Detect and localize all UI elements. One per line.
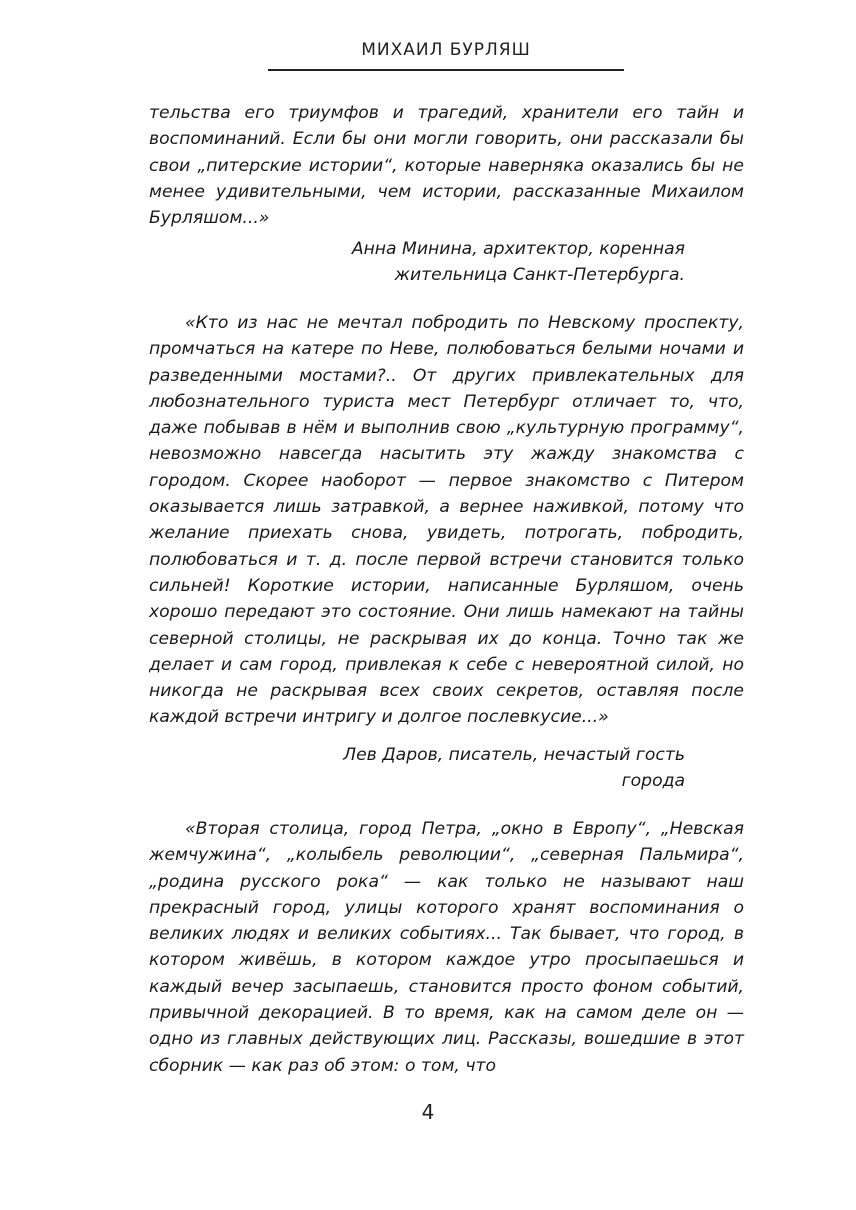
- quote-3-text: «Вторая столица, город Петра, „окно в Европу“, „Невская жемчужина“, „колыбель революции“, „северная Пальмира“, „родина русского рока“ — как только не называют наш прекрасный город, улицы которого хранят воспоминания о великих людях и великих событиях... Так бывает, что город, в котором живёшь, в котором каждое утро просыпаешься и каждый вечер засыпаешь, становится просто фоном событий, привычной декорацией. В то время, как на самом деле он — одно из главных действующих лиц. Рассказы, вошедшие в этот сборник — как раз об этом: о том, что: [149, 819, 744, 1076]
- quote-block-2: [149, 310, 744, 731]
- running-title: МИХАИЛ БУРЛЯШ: [361, 40, 531, 60]
- quote-1-attribution: [300, 236, 685, 289]
- header-rule: [268, 69, 624, 71]
- quote-2-text: «Кто из нас не мечтал побродить по Невскому проспекту, промчаться на катере по Неве, полюбоваться белыми ночами и разведенными мостами?.. От других привлекательных для любознательного туриста мест Петербург отличает то, что, даже побывав в нём и выполнив свою „культурную программу“, невозможно навсегда насытить эту жажду знакомства с городом. Скорее наоборот — первое знакомство с Питером оказывается лишь затравкой, а вернее наживкой, потому что желание приехать снова, увидеть, потрогать, побродить, полюбоваться и т. д. после первой встречи становится только сильней! Короткие истории, написанные Бурляшом, очень хорошо передают это состояние. Они лишь намекают на тайны северной столицы, не раскрывая их до конца. Точно так же делает и сам город, привлекая к себе с невероятной силой, но никогда не раскрывая всех своих секретов, оставляя после каждой встречи интригу и долгое послевкусие...»: [149, 313, 744, 728]
- attribution-2-line-2: города: [621, 771, 685, 792]
- quote-block-3: [149, 816, 744, 1079]
- page-number: 4: [421, 1100, 435, 1124]
- attribution-1-line-1: Анна Минина, архитектор, коренная: [351, 239, 685, 259]
- attribution-2-line-1: Лев Даров, писатель, нечастый гость: [343, 745, 685, 765]
- attribution-1-line-2: жительница Санкт-Петербурга.: [394, 265, 685, 286]
- quote-2-attribution: [300, 742, 685, 795]
- quote-block-1: [149, 100, 744, 231]
- quote-1-text: тельства его триумфов и трагедий, хранители его тайн и воспоминаний. Если бы они могли говорить, они рассказали бы свои „питерские истории“, которые наверняка оказались бы не менее удивительными, чем истории, рассказанные Михаилом Бурляшом...»: [149, 103, 744, 229]
